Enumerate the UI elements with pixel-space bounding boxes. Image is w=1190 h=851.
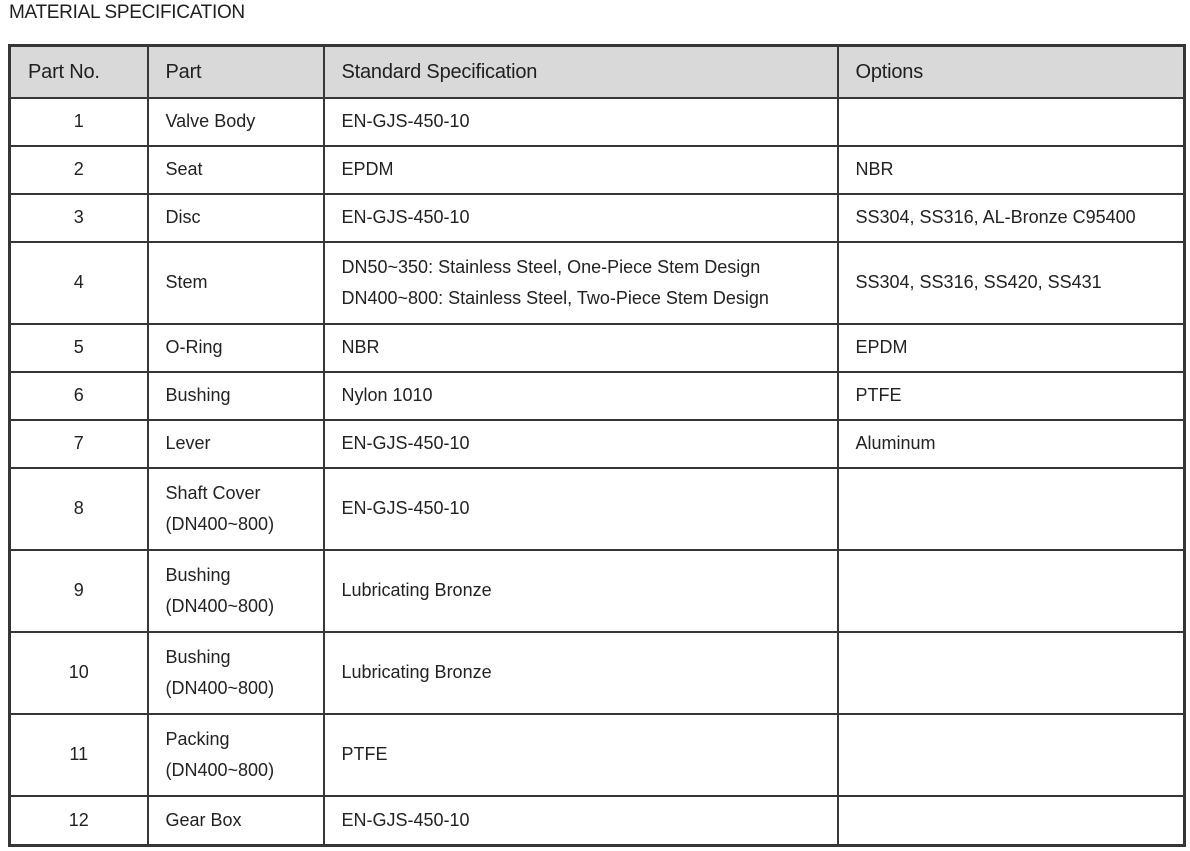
column-header-options: Options: [838, 46, 1185, 98]
part-no-cell: 11: [10, 714, 148, 796]
spec-cell: [324, 324, 838, 372]
table-body: [10, 98, 1185, 846]
table-row: [10, 796, 1185, 846]
spec-cell: [324, 796, 838, 846]
options-cell: [838, 98, 1185, 146]
cell-line: Lever: [165, 433, 211, 454]
table-row: [10, 98, 1185, 146]
part-cell: [148, 632, 324, 714]
spec-cell: [324, 550, 838, 632]
cell-line: DN50~350: Stainless Steel, One-Piece Stem Design: [341, 256, 761, 277]
cell-line: Packing: [165, 728, 230, 749]
column-header-standard-specification: Standard Specification: [324, 46, 838, 98]
cell-line: Bushing: [165, 646, 231, 667]
part-cell: [148, 372, 324, 420]
cell-line: (DN400~800): [165, 677, 275, 698]
part-no-cell: 4: [10, 242, 148, 324]
part-no-cell: 9: [10, 550, 148, 632]
cell-line: Nylon 1010: [341, 385, 433, 406]
part-cell: [148, 550, 324, 632]
table-header: [10, 46, 1185, 98]
cell-line: Lubricating Bronze: [341, 662, 492, 683]
part-cell: [148, 468, 324, 550]
cell-line: EN-GJS-450-10: [341, 498, 470, 519]
column-header-part: Part: [148, 46, 324, 98]
table-header-row: [10, 46, 1185, 98]
options-cell: Aluminum: [838, 420, 1185, 468]
cell-line: EPDM: [341, 159, 394, 180]
options-cell: [838, 714, 1185, 796]
cell-line: Valve Body: [165, 111, 256, 132]
part-cell: [148, 194, 324, 242]
part-cell: [148, 242, 324, 324]
cell-line: Shaft Cover: [165, 482, 261, 503]
options-cell: [838, 632, 1185, 714]
table-row: [10, 324, 1185, 372]
options-cell: [838, 468, 1185, 550]
options-cell: [838, 796, 1185, 846]
part-cell: [148, 714, 324, 796]
spec-cell: [324, 468, 838, 550]
cell-line: Stem: [165, 272, 208, 293]
cell-line: PTFE: [341, 744, 388, 765]
table-row: [10, 714, 1185, 796]
options-cell: EPDM: [838, 324, 1185, 372]
part-no-cell: 8: [10, 468, 148, 550]
part-cell: [148, 146, 324, 194]
spec-cell: [324, 242, 838, 324]
part-no-cell: 10: [10, 632, 148, 714]
options-cell: [838, 550, 1185, 632]
part-no-cell: 5: [10, 324, 148, 372]
spec-cell: [324, 420, 838, 468]
cell-line: EN-GJS-450-10: [341, 207, 470, 228]
cell-line: EN-GJS-450-10: [341, 809, 470, 830]
options-cell: PTFE: [838, 372, 1185, 420]
table-row: [10, 632, 1185, 714]
table-row: [10, 420, 1185, 468]
cell-line: Lubricating Bronze: [341, 580, 492, 601]
cell-line: NBR: [341, 337, 380, 358]
table-row: [10, 194, 1185, 242]
spec-cell: [324, 632, 838, 714]
table-row: [10, 146, 1185, 194]
part-no-cell: 7: [10, 420, 148, 468]
options-cell: NBR: [838, 146, 1185, 194]
part-cell: [148, 324, 324, 372]
spec-cell: [324, 146, 838, 194]
cell-line: Seat: [165, 159, 203, 180]
cell-line: O-Ring: [165, 337, 223, 358]
part-cell: [148, 98, 324, 146]
cell-line: DN400~800: Stainless Steel, Two-Piece Stem Design: [341, 287, 769, 308]
cell-line: EN-GJS-450-10: [341, 433, 470, 454]
page-title: MATERIAL SPECIFICATION: [9, 2, 245, 23]
spec-cell: [324, 714, 838, 796]
part-cell: [148, 420, 324, 468]
part-cell: [148, 796, 324, 846]
part-no-cell: 1: [10, 98, 148, 146]
options-cell: SS304, SS316, AL-Bronze C95400: [838, 194, 1185, 242]
part-no-cell: 3: [10, 194, 148, 242]
spec-cell: [324, 372, 838, 420]
part-no-cell: 6: [10, 372, 148, 420]
cell-line: (DN400~800): [165, 759, 275, 780]
table-row: [10, 372, 1185, 420]
part-no-cell: 12: [10, 796, 148, 846]
cell-line: Disc: [165, 207, 201, 228]
cell-line: Bushing: [165, 564, 231, 585]
cell-line: Gear Box: [165, 809, 242, 830]
table-row: [10, 550, 1185, 632]
table-row: [10, 242, 1185, 324]
cell-line: EN-GJS-450-10: [341, 111, 470, 132]
cell-line: Bushing: [165, 385, 231, 406]
table-row: [10, 468, 1185, 550]
spec-cell: [324, 98, 838, 146]
cell-line: (DN400~800): [165, 513, 275, 534]
options-cell: SS304, SS316, SS420, SS431: [838, 242, 1185, 324]
column-header-part-no: Part No.: [10, 46, 148, 98]
cell-line: (DN400~800): [165, 595, 275, 616]
material-specification-table: [8, 44, 1186, 847]
part-no-cell: 2: [10, 146, 148, 194]
spec-cell: [324, 194, 838, 242]
